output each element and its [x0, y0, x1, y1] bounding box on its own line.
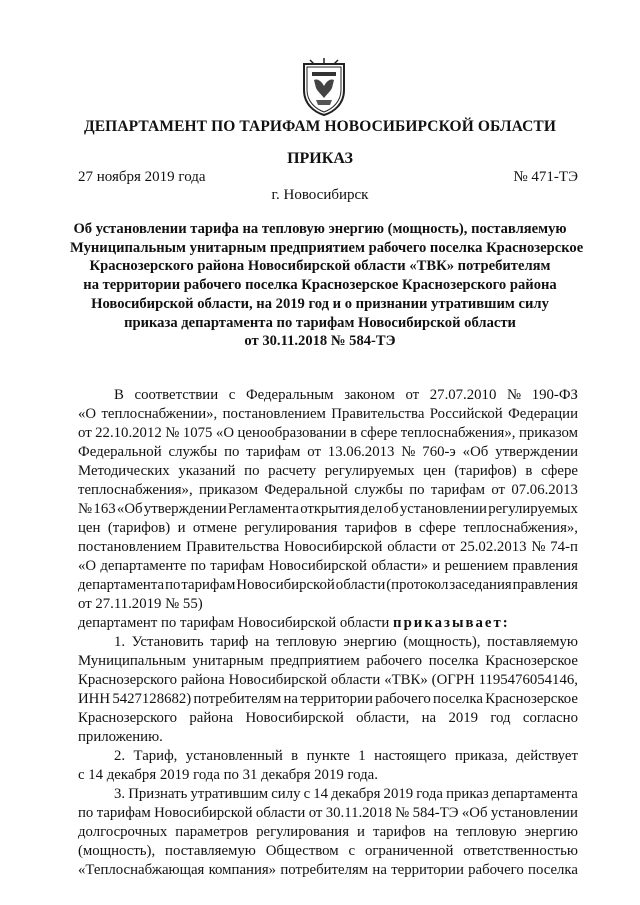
text-line: 1. Установить тариф на тепловую энергию (мощность), поставляемую	[114, 634, 578, 650]
text-line: № 163 «Об утверждении Регламента открытия дел об установлении регулируемых	[78, 501, 578, 517]
text-line: В соответствии с Федеральным законом от 27.07.2010 № 190-ФЗ	[114, 387, 578, 403]
order-date: 27 ноября 2019 года	[78, 169, 206, 185]
title-line: на территории рабочего поселка Краснозерское Краснозерского района	[83, 277, 557, 294]
preamble	[78, 386, 578, 614]
text-line: приложению.	[78, 729, 163, 745]
text-line: теплоснабжения», приказом Федеральной службы по тарифам от 07.06.2013	[78, 482, 578, 498]
resolution-verb: приказывает:	[393, 615, 510, 631]
item-1	[78, 633, 578, 747]
item-2	[78, 747, 578, 785]
text-line: «Теплоснабжающая компания» потребителям на территории рабочего поселка	[78, 862, 578, 878]
order-body	[78, 386, 578, 880]
title-line: приказа департамента по тарифам Новосибирской области	[124, 314, 516, 331]
text-line: Методических указаний по расчету регулируемых цен (тарифов) в сфере	[78, 463, 578, 479]
order-title	[70, 220, 584, 351]
resolution-prefix: департамент по тарифам Новосибирской области	[78, 615, 390, 631]
order-city: г. Новосибирск	[271, 187, 369, 203]
text-line: Муниципальным унитарным предприятием рабочего поселка Краснозерское	[78, 653, 578, 669]
text-line: долгосрочных параметров регулирования и тарифов на тепловую энергию	[78, 824, 578, 840]
text-line: постановлением Правительства Новосибирской области от 25.02.2013 № 74-п	[78, 539, 578, 555]
text-line: «О теплоснабжении», постановлением Правительства Российской Федерации	[78, 406, 578, 422]
text-line: (мощность), поставляемую Обществом с ограниченной ответственностью	[78, 843, 578, 859]
text-line: ИНН 5427128682) потребителям на территории рабочего поселка Краснозерское	[78, 691, 578, 707]
text-line: от 27.11.2019 № 55)	[78, 596, 203, 612]
title-line: Новосибирской области, на 2019 год и о признании утратившим силу	[91, 295, 549, 312]
resolution-line	[78, 614, 578, 633]
text-line: 3. Признать утратившим силу с 14 декабря 2019 года приказ департамента	[114, 786, 578, 802]
title-line: Краснозерского района Новосибирской области «ТВК» потребителям	[89, 258, 551, 275]
text-line: от 22.10.2012 № 1075 «О ценообразовании в сфере теплоснабжения», приказом	[78, 425, 578, 441]
order-number: № 471-ТЭ	[513, 169, 578, 185]
text-line: 2. Тариф, установленный в пункте 1 настоящего приказа, действует	[114, 748, 578, 764]
coat-of-arms-icon	[300, 58, 348, 116]
text-line: цен (тарифов) и отмене регулирования тарифов в сфере теплоснабжения»,	[78, 520, 578, 536]
item-3	[78, 785, 578, 880]
text-line: «О департаменте по тарифам Новосибирской области» и решением правления	[78, 558, 578, 574]
department-name: ДЕПАРТАМЕНТ ПО ТАРИФАМ НОВОСИБИРСКОЙ ОБЛАСТИ	[83, 118, 557, 135]
title-line: Муниципальным унитарным предприятием рабочего поселка Краснозерское	[70, 239, 584, 256]
text-line: по тарифам Новосибирской области от 30.11.2018 № 584-ТЭ «Об установлении	[78, 805, 578, 821]
text-line: департамента по тарифам Новосибирской области (протокол заседания правления	[78, 577, 578, 593]
title-line: от 30.11.2018 № 584-ТЭ	[244, 333, 396, 350]
document-type: ПРИКАЗ	[287, 150, 353, 167]
title-line: Об установлении тарифа на тепловую энергию (мощность), поставляемую	[73, 221, 567, 237]
text-line: Краснозерского района Новосибирской области, на 2019 год согласно	[78, 710, 578, 726]
text-line: Федеральной службы по тарифам от 13.06.2013 № 760-э «Об утверждении	[78, 444, 578, 460]
text-line: с 14 декабря 2019 года по 31 декабря 2019 года.	[78, 767, 378, 783]
text-line: Краснозерского района Новосибирской области «ТВК» (ОГРН 1195476054146,	[78, 672, 578, 688]
